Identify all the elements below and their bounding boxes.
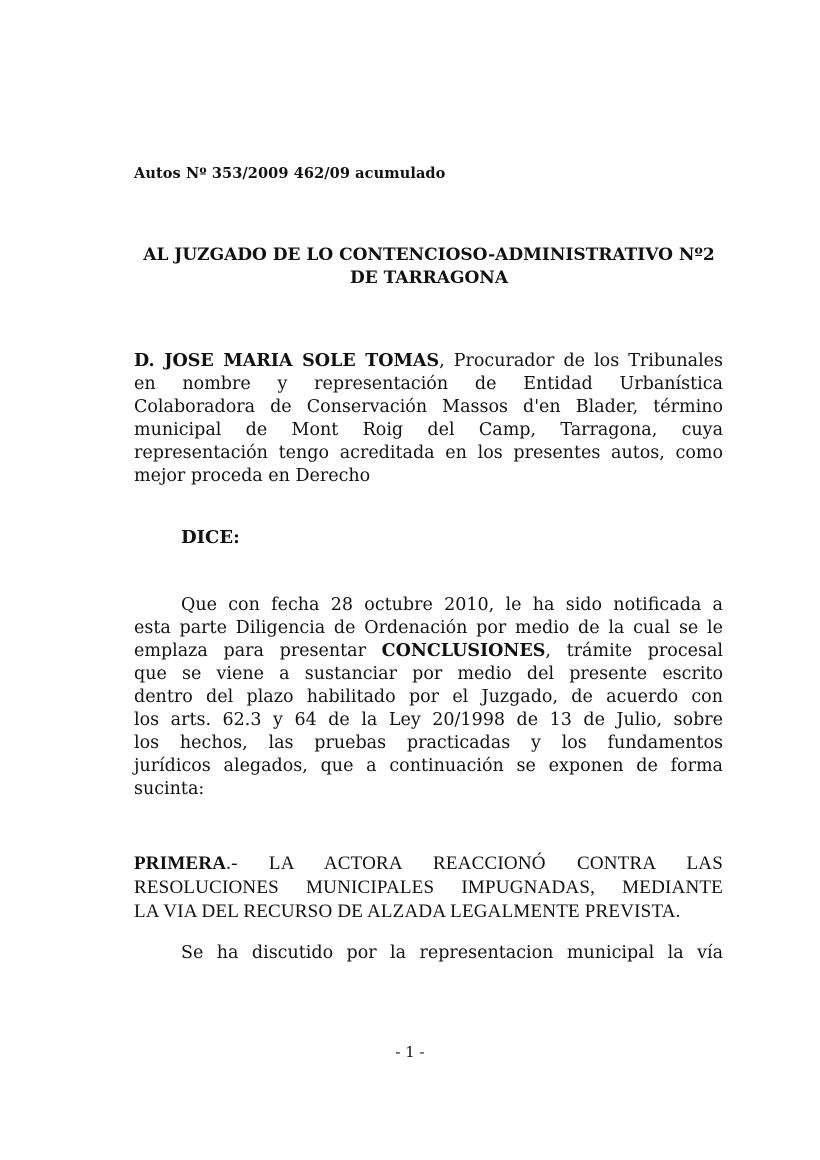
body-line: dentro del plazo habilitado por el Juzgado, de acuerdo con (134, 687, 723, 707)
primera-line: RESOLUCIONES MUNICIPALES IMPUGNADAS, MEDIANTE (134, 877, 723, 898)
body-line: los hechos, las pruebas practicadas y los fundamentos (134, 733, 723, 753)
primera-line: LA VIA DEL RECURSO DE ALZADA LEGALMENTE PREVISTA. (134, 901, 681, 922)
body-paragraph (134, 594, 723, 801)
court-heading-line1: AL JUZGADO DE LO CONTENCIOSO-ADMINISTRATIVO Nº2 (143, 245, 715, 265)
intro-paragraph (134, 350, 723, 488)
intro-line: en nombre y representación de Entidad Urbanística (134, 374, 723, 394)
body-line: jurídicos alegados, que a continuación se exponen de forma (134, 756, 723, 776)
primera-label: PRIMERA (134, 853, 227, 874)
conclusiones-term: CONCLUSIONES (381, 641, 546, 661)
primera-line: PRIMERA.- LA ACTORA REACCIONÓ CONTRA LAS (134, 853, 723, 874)
case-reference: Autos Nº 353/2009 462/09 acumulado (134, 165, 446, 182)
body-line: Que con fecha 28 octubre 2010, le ha sido notificada a (181, 595, 723, 615)
intro-line: mejor proceda en Derecho (134, 466, 371, 486)
court-heading-line2: DE TARRAGONA (349, 268, 509, 288)
page-number: - 1 - (395, 1043, 425, 1061)
court-heading (134, 244, 724, 290)
body-line: esta parte Diligencia de Ordenación por medio de la cual se le (134, 618, 723, 638)
intro-line: representación tengo acreditada en los presentes autos, como (134, 443, 723, 463)
procurador-name: D. JOSE MARIA SOLE TOMAS (134, 351, 440, 371)
intro-line: Colaboradora de Conservación Massos d'en Blader, término (134, 397, 723, 417)
intro-line: municipal de Mont Roig del Camp, Tarragona, cuya (134, 420, 723, 440)
intro-line: D. JOSE MARIA SOLE TOMAS, Procurador de los Tribunales (134, 351, 723, 371)
body-line: que se viene a sustanciar por medio del presente escrito (134, 664, 723, 684)
body-line: emplaza para presentar CONCLUSIONES, trámite procesal (134, 641, 723, 661)
body-line: los arts. 62.3 y 64 de la Ley 20/1998 de 13 de Julio, sobre (134, 710, 723, 730)
primera-section (134, 852, 723, 924)
final-paragraph (134, 942, 723, 965)
dice-heading: DICE: (181, 527, 240, 548)
body-line: sucinta: (134, 779, 205, 799)
final-line: Se ha discutido por la representacion municipal la vía (181, 943, 723, 963)
